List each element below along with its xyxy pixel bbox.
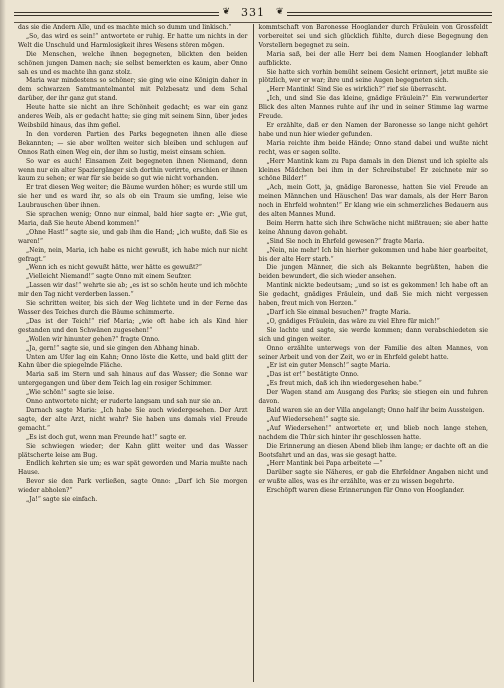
- paragraph: Onno antwortete nicht; er ruderte langsam und sah nur sie an.: [26, 398, 223, 406]
- paragraph: Bevor sie den Park verließen, sagte Onno: „Darf ich Sie morgen wieder abholen?“: [18, 478, 248, 495]
- header-rule-right: [287, 12, 492, 13]
- paragraph: „Ich, und sind Sie das kleine, gnädige Fräulein?“ Ein verwunderter Blick des alten Mannes ruhte auf ihr und in seiner Stimme lag warme Freude.: [258, 95, 488, 121]
- paragraph: „Es freut mich, daß ich ihn wiedergesehen habe.“: [266, 380, 422, 388]
- paragraph: Sie schwiegen wieder; der Kahn glitt weiter und das Wasser plätscherte leise am Bug.: [18, 442, 248, 459]
- paragraph: „Ja!“ sagte sie einfach.: [26, 496, 98, 504]
- paragraph: „Nein, nein, Maria, ich habe es nicht gewußt, ich habe mich nur nicht gefragt.“: [18, 246, 248, 263]
- paragraph: „Wie schön!“ sagte sie leise.: [26, 389, 115, 397]
- paragraph: Erschöpft waren diese Erinnerungen für Onno von Hooglander.: [266, 487, 465, 495]
- paragraph: das sie die Andern Alle, und es machte mich so dumm und linkisch.“: [18, 24, 232, 31]
- paragraph: „Ach, mein Gott, ja, gnädige Baronesse, hatten Sie viel Freude an meinen Männchen und Häuschen! Das war damals, als der Herr Baron noch in Ehrfeld wohnten!“ Er klang wie ein schmerzliches Bedauern aus des alten Mannes Mund.: [258, 184, 488, 219]
- paragraph: Heute hatte sie nicht an ihre Schönheit gedacht; es war ein ganz anderes Weib, als er gedacht hatte; sie ging mit seinem Sinn, über jedes Weibsbild hinaus, das ihm gefiel.: [18, 104, 248, 129]
- paragraph: „O, gnädiges Fräulein, das wäre zu viel Ehre für mich!“: [266, 317, 440, 325]
- paragraph: Sie sprachen wenig; Onno nur einmal, bald hier sagte er: „Wie gut, Maria, daß Sie heute Abend kommen!“: [18, 211, 248, 227]
- paragraph: Der Wagen stand am Ausgang des Parks; sie stiegen ein und fuhren davon.: [258, 389, 488, 406]
- paragraph: Die Erinnerung an diesen Abend blieb ihm lange; er dachte oft an die Bootsfahrt und an das, was sie gesagt hatte.: [258, 442, 488, 459]
- paragraph: So war es auch! Einsamen Zeit begegneten ihnen Niemand, denn wenn nur ein alter Spaziergänger sich dorthin verirrte, erschien er ihnen kaum zu sehen; er war für sie beide so gut wie nicht vorhanden.: [18, 157, 248, 183]
- paragraph: Maria reichte ihm beide Hände; Onno stand dabei und wußte nicht recht, was er sagen sollte.: [258, 139, 488, 156]
- paragraph: „Herr Mantink bei Papa arbeitete —“: [266, 460, 383, 468]
- paragraph: „Auf Wiedersehen!“ antwortete er, und blieb noch lange stehen, nachdem die Thür sich hinter ihr geschlossen hatte.: [258, 424, 488, 441]
- paragraph: „Auf Wiedersehen!“ sagte sie.: [266, 415, 360, 423]
- paragraph: Maria saß im Stern und sah hinaus auf das Wasser; die Sonne war untergegangen und über dem Teich lag ein rosiger Schimmer.: [18, 371, 248, 388]
- paragraph: kommtschaft von Baronesse Hooglander durch Fräulein von Grossfeldt vorbereitet sei und sich glücklich fühlte, durch diese Begegnung den Vorstellern begegnet zu sein.: [258, 24, 488, 49]
- paragraph: „Vielleicht Niemand!“ sagte Onno mit einem Seufzer.: [26, 273, 192, 281]
- paragraph: Darnach sagte Maria: „Ich habe Sie auch wiedergesehen. Der Arzt sagte, der alte Arzt, nicht wahr? Sie haben uns damals viel Freude gemacht.“: [18, 406, 248, 432]
- header-rule-left: [14, 12, 219, 13]
- ornament-right-icon: ❦: [276, 7, 284, 17]
- paragraph: Die Menschen, welche ihnen begegneten, blickten den beiden schönen jungen Damen nach; sie selbst bemerkten es kaum, aber Onno sah es und es machte ihn ganz stolz.: [18, 50, 248, 76]
- paragraph: „Herr Mantink! Sind Sie es wirklich?“ rief sie überrascht.: [266, 86, 447, 94]
- paragraph: „Ohne Hast!“ sagte sie, und gab ihm die Hand; „ich wußte, daß Sie es waren!“: [18, 228, 248, 245]
- page-number: 331: [241, 5, 265, 19]
- paragraph: Bald waren sie an der Villa angelangt; Onno half ihr beim Aussteigen.: [266, 406, 485, 414]
- paragraph: „Er ist ein guter Mensch!“ sagte Maria.: [266, 362, 391, 370]
- paragraph: Maria saß, bei der alle Herr bei dem Namen Hooglander lebhaft aufblickte.: [258, 50, 488, 67]
- paragraph: Beim Herrn hatte sich ihre Schwäche nicht mißtrauen; sie aber hatte keine Ahnung davon gehabt.: [258, 219, 488, 236]
- paragraph: Mantink nickte bedeutsam; „und so ist es gekommen! Ich habe oft an Sie gedacht, gnädiges Fräulein, und daß Sie mich nicht vergessen haben, freut mich von Herzen.“: [258, 282, 488, 308]
- paragraph: „Sind Sie noch in Ehrfeld gewesen?“ fragte Maria.: [266, 237, 425, 245]
- paragraph: Maria war mindestens so schöner; sie ging wie eine Königin daher in dem schwarzen Samtmantelmantel mit Pelzbesatz und dem Schal darüber, der ihr ganz gut stand.: [18, 77, 248, 103]
- paragraph: Sie hatte sich vorhin bemüht seinem Gesicht erinnert, jetzt mußte sie plötzlich, wer er war; ihre und seine Augen begegneten sich.: [258, 68, 488, 85]
- paragraph: Sie schritten weiter, bis sich der Weg lichtete und in der Ferne das Wasser des Teiches durch die Bäume schimmerte.: [18, 300, 248, 316]
- paragraph: Er trat diesen Weg weiter; die Bäume wurden höher; es wurde still um sie her und es ward ihr, so als ob ein Traum sie umfing, leise wie Laubrauschen über ihnen.: [18, 184, 248, 210]
- paragraph: „Ja, gern!“ sagte sie, und sie gingen den Abhang hinab.: [26, 344, 200, 352]
- column-divider: [253, 24, 254, 682]
- page-header: [14, 4, 492, 20]
- ornament-left-icon: ❦: [222, 7, 230, 17]
- text-columns: [14, 24, 492, 682]
- paragraph: „Es ist doch gut, wenn man Freunde hat!“ sagte er.: [26, 433, 187, 441]
- header-divider: [14, 22, 492, 23]
- paragraph: „Lassen wir das!“ wehrte sie ab; „es ist so schön heute und ich möchte mir den Tag nicht verderben lassen.“: [18, 282, 248, 299]
- paragraph: Er erzählte, daß er den Namen der Baronesse so lange nicht gehört habe und nun hier wieder gefunden.: [258, 121, 488, 138]
- paragraph: Die jungen Männer, die sich als Bekannte begrüßten, haben die beiden bewundert, die sich wieder ansehen.: [258, 264, 488, 281]
- right-column: [255, 24, 493, 682]
- paragraph: „Das ist der Teich!“ rief Maria; „wie oft habe ich als Kind hier gestanden und den Schwänen zugesehen!“: [18, 317, 248, 334]
- paragraph: „Das ist er!“ bestätigte Onno.: [266, 371, 359, 379]
- paragraph: „Wenn ich es nicht gewußt hätte, wer hätte es gewußt?“: [26, 264, 202, 272]
- paragraph: Endlich kehrten sie um; es war spät geworden und Maria mußte nach Hause.: [18, 460, 248, 477]
- page-shadow-edge: [0, 0, 6, 688]
- paragraph: In den vorderen Partien des Parks begegneten ihnen alle diese Bekannten; — sie aber wollten weiter sich bleiben und schlugen auf Onnos Rath einen Weg ein, der ihm so lustig, meist einsam schien.: [18, 130, 248, 156]
- paragraph: Onno erzählte unterwegs von der Familie des alten Mannes, von seiner Arbeit und von der Zeit, wo er in Ehrfeld gelebt hatte.: [258, 344, 488, 361]
- paragraph: „Wollen wir hinunter gehen?“ fragte Onno.: [26, 335, 160, 343]
- paragraph: Darüber sagte sie Näheres, er gab die Ehrfeldner Angaben nicht und er wußte alles, was es ihr erzählte, was er zu wissen begehrte.: [258, 469, 488, 486]
- paragraph: „Nein, nie mehr! Ich bin hierher gekommen und habe hier gearbeitet, bis der alte Herr starb.“: [258, 246, 488, 263]
- paragraph: „Darf ich Sie einmal besuchen?“ fragte Maria.: [266, 309, 411, 316]
- paragraph: „Herr Mantink kam zu Papa damals in den Dienst und ich spielte als kleines Mädchen bei ihm in der Schreibstube! Er zeichnete mir so schöne Bilder!“: [258, 157, 488, 183]
- paragraph: Unten am Ufer lag ein Kahn; Onno löste die Kette, und bald glitt der Kahn über die spiegelnde Fläche.: [18, 353, 248, 370]
- paragraph: Sie lachte und sagte, sie werde kommen; dann verabschiedeten sie sich und gingen weiter.: [258, 326, 488, 343]
- left-column: [14, 24, 252, 682]
- paragraph: „So, das wird es sein!“ antwortete er ruhig. Er hatte um nichts in der Welt die Unschuld und Harmlosigkeit ihres Wesens stören mögen.: [18, 32, 248, 49]
